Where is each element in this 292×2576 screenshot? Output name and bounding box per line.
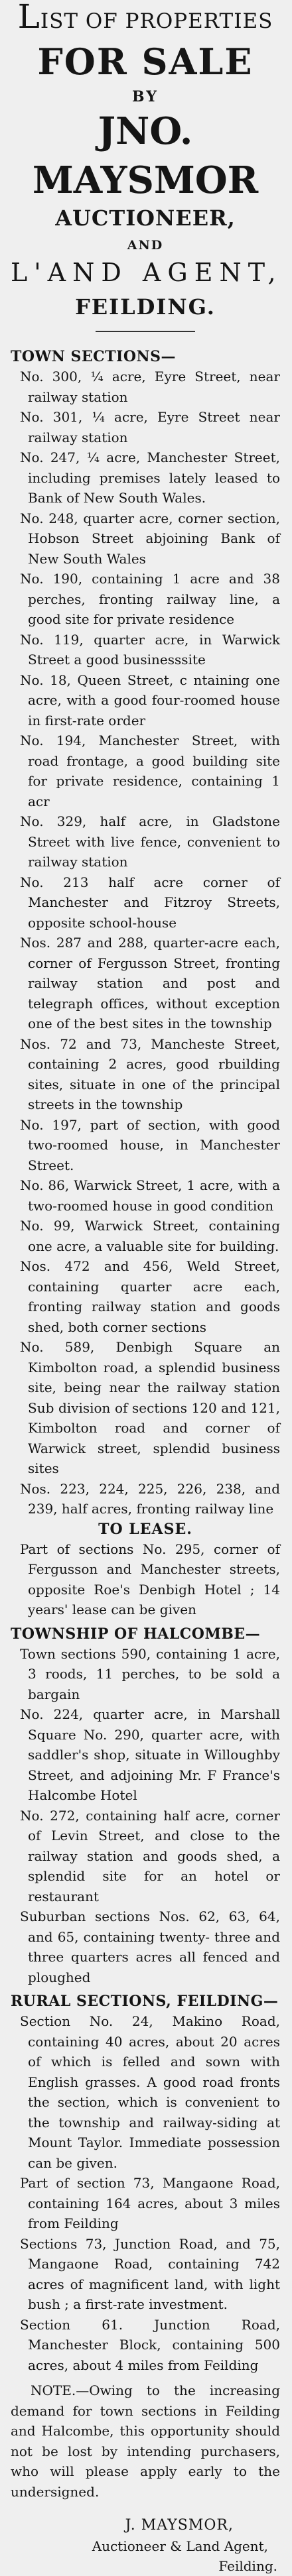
drop-cap: L bbox=[17, 0, 40, 36]
heading-feilding: FEILDING. bbox=[75, 294, 216, 320]
town-sections-heading: TOWN SECTIONS— bbox=[11, 348, 176, 365]
heading-rest: IST OF PROPERTIES bbox=[40, 9, 273, 33]
heading-name: JNO. MAYSMOR bbox=[32, 109, 259, 202]
rural-item: Sections 73, Junction Road, and 75, Mangaone Road, containing 742 acres of magnificent land, with light bush ; a first-rate investment. bbox=[20, 2235, 280, 2312]
town-item: No. 190, containing 1 acre and 38 perches, fronting railway line, a good site for private residence bbox=[20, 571, 280, 627]
town-item: No. 589, Denbigh Square an Kimbolton road, a splendid business site, being near the railway station Sub division of sections 120 and 121, Kimbolton road and corner of Warwick street, splendid business sites bbox=[20, 1339, 280, 1476]
to-lease-text: Part of sections No. 295, corner of Fergusson and Manchester streets, opposite Roe's Denbigh Hotel ; 14 years' lease can be given bbox=[20, 1541, 280, 1617]
town-item: No. 99, Warwick Street, containing one acre, a valuable site for building. bbox=[20, 1218, 280, 1254]
note-paragraph: NOTE.—Owing to the increasing demand for town sections in Feilding and Halcombe, this opportunity should not be lost by intending purchasers, who will please apply early to the undersigned. bbox=[11, 2382, 280, 2500]
rural-item: Part of section 73, Mangaone Road, containing 164 acres, about 3 miles from Feilding bbox=[20, 2175, 280, 2231]
town-item: No. 329, half acre, in Gladstone Street with live fence, convenient to railway station bbox=[20, 813, 280, 870]
divider bbox=[96, 331, 195, 332]
heading-land-agent: L'AND AGENT, bbox=[11, 258, 283, 287]
rural-item: Section 61. Junction Road, Manchester Block, containing 500 acres, about 4 miles from Feilding bbox=[20, 2316, 280, 2373]
halcombe-item: No. 224, quarter acre, in Marshall Square No. 290, quarter acre, with saddler's shop, situate in Willoughby Street, and adjoining Mr. F France's Halcombe Hotel bbox=[20, 1706, 280, 1803]
heading-by: BY bbox=[132, 88, 159, 105]
halcombe-list bbox=[11, 1644, 280, 1988]
rural-sections-heading: RURAL SECTIONS, FEILDING— bbox=[11, 1993, 279, 2010]
halcombe-heading: TOWNSHIP OF HALCOMBE— bbox=[11, 1625, 261, 1643]
town-item: No. 18, Queen Street, c ntaining one acre, with a good four-roomed house in first-rate order bbox=[20, 672, 280, 729]
town-item: No. 300, ¼ acre, Eyre Street, near railway station bbox=[20, 369, 280, 405]
signature-title: Auctioneer & Land Agent, bbox=[92, 2538, 268, 2554]
signature-place: Feilding. bbox=[218, 2558, 277, 2574]
town-item: Nos. 287 and 288, quarter-acre each, corner of Fergusson Street, fronting railway station and post and telegraph offices, without exception one of the best sites in the township bbox=[20, 935, 280, 1031]
rural-item: Section No. 24, Makino Road, containing 40 acres, about 20 acres of which is felled and sown with English grasses. A good road fronts the section, which is convenient to the township and railway-siding at Mount Taylor. Immediate possession can be given. bbox=[20, 2013, 280, 2171]
halcombe-item: Town sections 590, containing 1 acre, 3 roods, 11 perches, to be sold a bargain bbox=[20, 1645, 280, 1702]
town-item: No. 213 half acre corner of Manchester and Fitzroy Streets, opposite school-house bbox=[20, 874, 280, 931]
town-item: Nos. 472 and 456, Weld Street, containing quarter acre each, fronting railway station and goods shed, both corner sections bbox=[20, 1258, 280, 1335]
heading-auctioneer: AUCTIONEER, bbox=[55, 205, 236, 231]
to-lease-heading: TO LEASE. bbox=[98, 1520, 192, 1538]
town-item: No. 197, part of section, with good two-roomed house, in Manchester Street. bbox=[20, 1116, 280, 1173]
town-item: No. 194, Manchester Street, with road frontage, a good building site for private residence, containing 1 acr bbox=[20, 732, 280, 809]
town-item: No. 301, ¼ acre, Eyre Street near railway station bbox=[20, 409, 280, 445]
halcombe-item: Suburban sections Nos. 62, 63, 64, and 65, containing twenty- three and three quarters acres all fenced and ploughed bbox=[20, 1908, 280, 1985]
town-item: Nos. 223, 224, 225, 226, 238, and 239, half acres, fronting railway line bbox=[20, 1480, 280, 1517]
town-item: No. 119, quarter acre, in Warwick Street a good businesssite bbox=[20, 631, 280, 668]
town-item: No. 247, ¼ acre, Manchester Street, including premises lately leased to Bank of New South Wales. bbox=[20, 449, 280, 506]
town-item: No. 248, quarter acre, corner section, Hobson Street abjoining Bank of New South Wales bbox=[20, 510, 280, 567]
heading-list-of-properties bbox=[11, 0, 280, 38]
heading-for-sale: FOR SALE bbox=[37, 40, 254, 83]
town-item: Nos. 72 and 73, Mancheste Street, containing 2 acres, good rbuilding sites, situate in one of the principal streets in the township bbox=[20, 1035, 280, 1112]
halcombe-item: No. 272, containing half acre, corner of Levin Street, and close to the railway station and goods shed, a splendid site for an hotel or restaurant bbox=[20, 1807, 280, 1904]
town-sections-list bbox=[11, 367, 280, 1519]
heading-and: AND bbox=[127, 238, 164, 253]
advert-header bbox=[11, 0, 283, 322]
rural-sections-list bbox=[11, 2011, 280, 2375]
signature-name: J. MAYSMOR, bbox=[125, 2517, 234, 2534]
town-item: No. 86, Warwick Street, 1 acre, with a two-roomed house in good condition bbox=[20, 1177, 280, 1214]
